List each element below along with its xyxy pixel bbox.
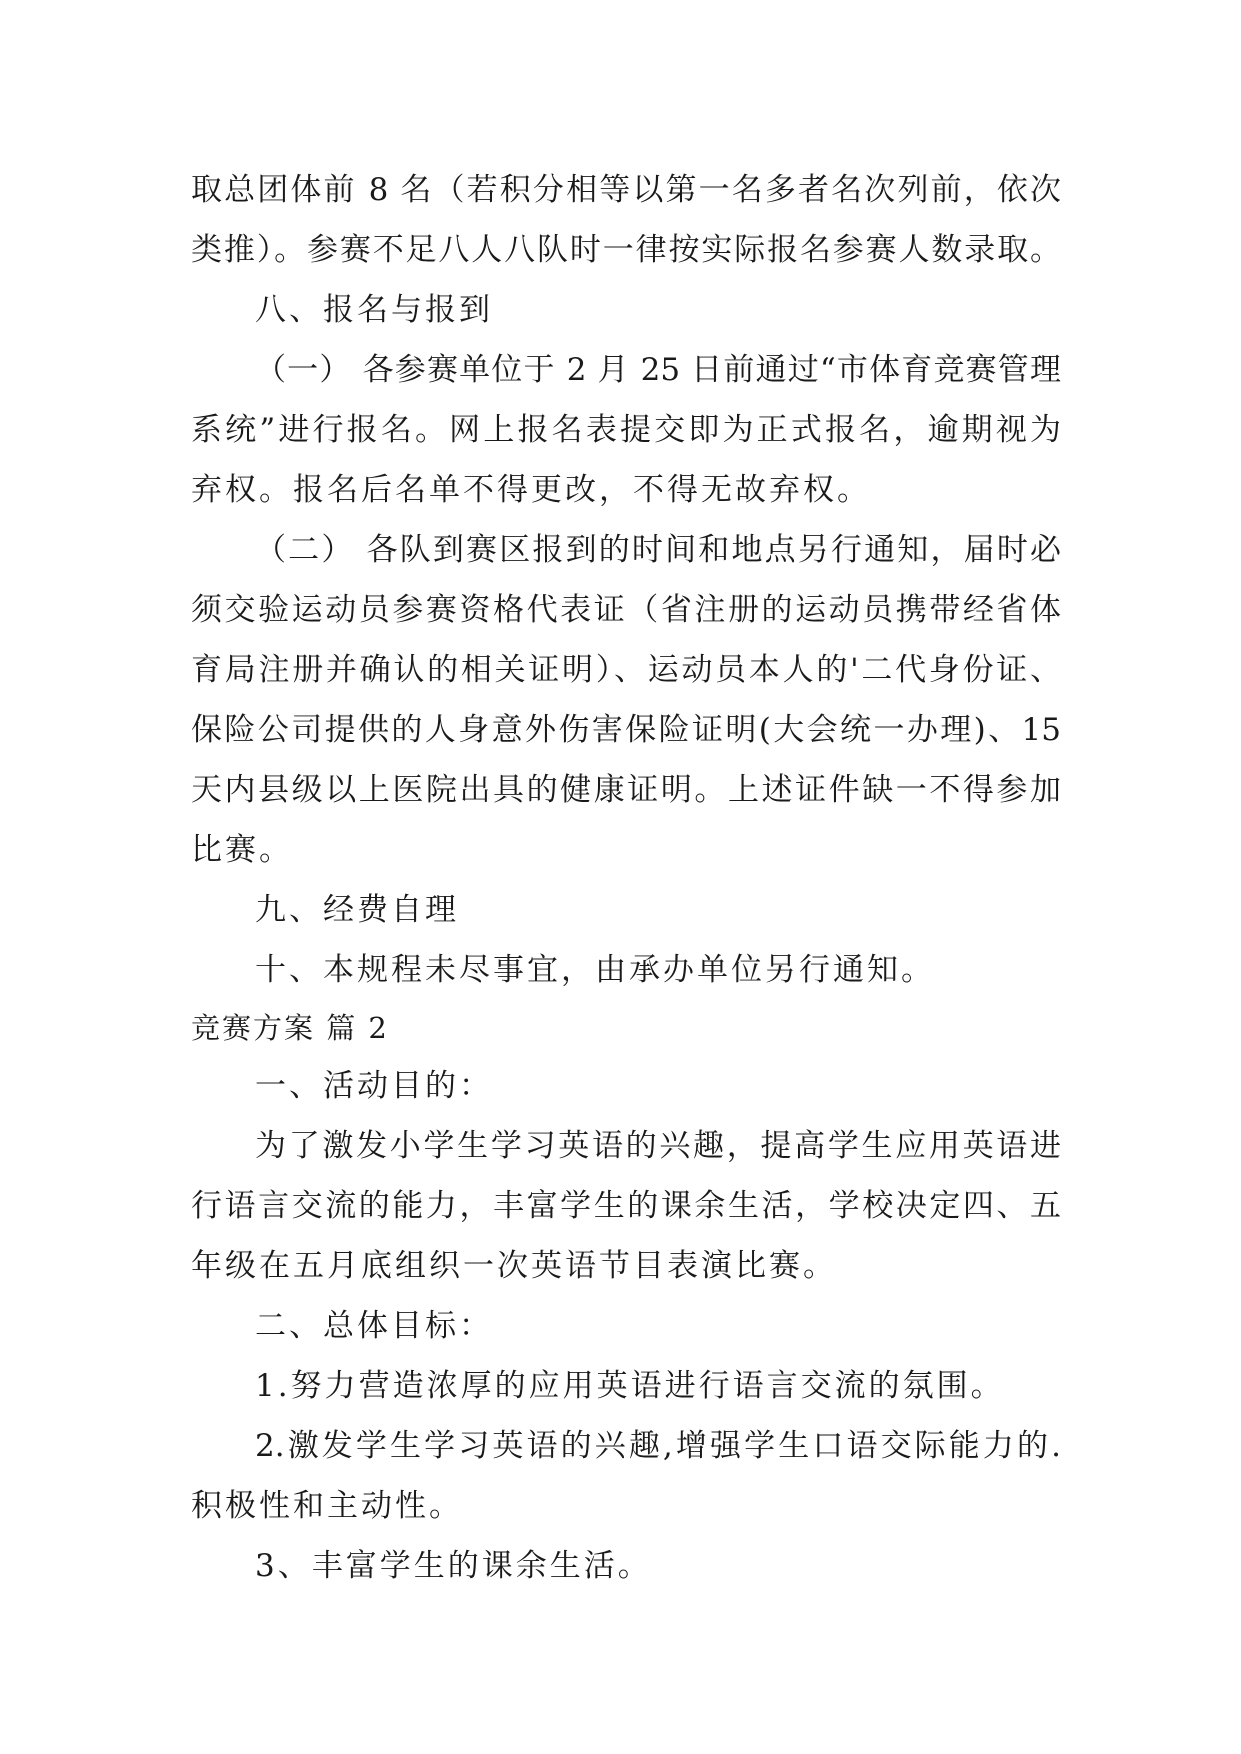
section-title: 十、本规程未尽事宜，由承办单位另行通知。 — [255, 952, 935, 988]
article-heading: 竞赛方案 篇 2 — [191, 1011, 389, 1045]
document-body — [191, 160, 1061, 1596]
body-line: 天内县级以上医院出具的健康证明。上述证件缺一不得参加 — [191, 772, 1061, 808]
body-line: 系统”进行报名。网上报名表提交即为正式报名，逾期视为 — [191, 412, 1061, 448]
section-title: 一、活动目的： — [255, 1068, 493, 1104]
list-item: 3、丰富学生的课余生活。 — [255, 1548, 652, 1584]
body-line: 年级在五月底组织一次英语节目表演比赛。 — [191, 1248, 837, 1284]
body-line: 取总团体前 8 名（若积分相等以第一名多者名次列前，依次 — [191, 172, 1061, 208]
body-line: （二） 各队到赛区报到的时间和地点另行通知，届时必 — [255, 532, 1061, 568]
section-title: 九、经费自理 — [255, 892, 459, 928]
body-line: 育局注册并确认的相关证明）、运动员本人的'二代身份证、 — [191, 652, 1061, 688]
body-line: 积极性和主动性。 — [191, 1488, 463, 1524]
body-line: 比赛。 — [191, 832, 293, 868]
body-line: 行语言交流的能力，丰富学生的课余生活，学校决定四、五 — [191, 1188, 1061, 1224]
list-item: 1.努力营造浓厚的应用英语进行语言交流的氛围。 — [255, 1368, 1005, 1404]
body-line: 类推）。参赛不足八人八队时一律按实际报名参赛人数录取。 — [191, 232, 1061, 268]
body-line: 须交验运动员参赛资格代表证（省注册的运动员携带经省体 — [191, 592, 1061, 628]
section-title: 二、总体目标： — [255, 1308, 493, 1344]
section-title: 八、报名与报到 — [255, 292, 493, 328]
body-line: 为了激发小学生学习英语的兴趣，提高学生应用英语进 — [255, 1128, 1061, 1164]
body-line: 弃权。报名后名单不得更改，不得无故弃权。 — [191, 472, 871, 508]
body-line: （一） 各参赛单位于 2 月 25 日前通过“市体育竞赛管理 — [255, 352, 1061, 388]
body-line: 保险公司提供的人身意外伤害保险证明(大会统一办理)、15 — [191, 712, 1061, 748]
list-item: 2.激发学生学习英语的兴趣,增强学生口语交际能力的. — [255, 1428, 1061, 1464]
